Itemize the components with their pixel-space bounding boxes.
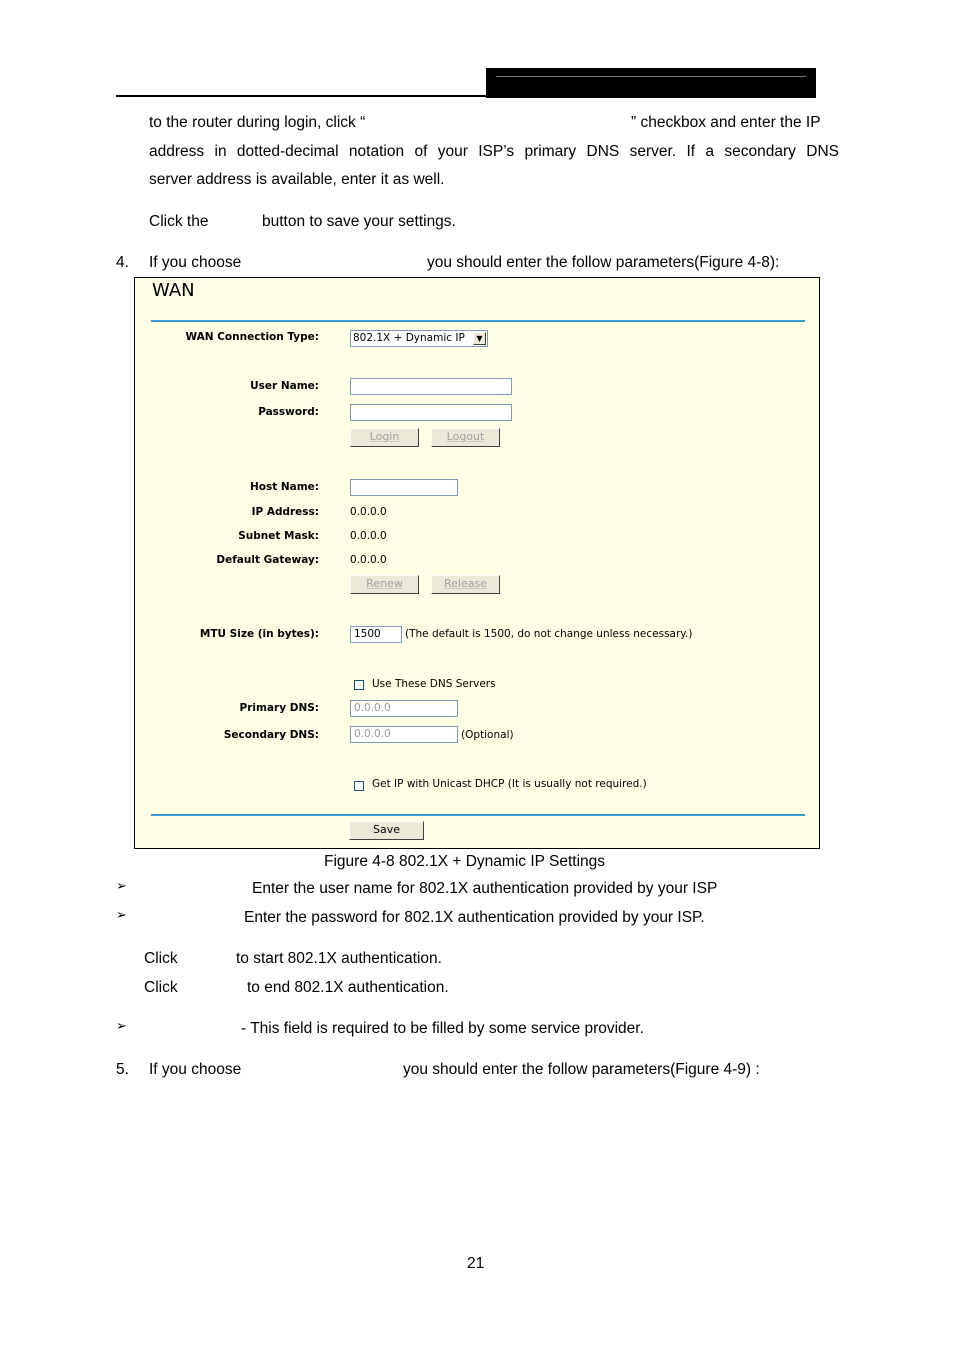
wan-connection-type-label: WAN Connection Type: xyxy=(185,331,319,343)
figure-caption: Figure 4-8 802.1X + Dynamic IP Settings xyxy=(324,853,606,870)
default-gateway-label: Default Gateway: xyxy=(216,554,319,566)
bullet-arrow-icon: ➢ xyxy=(116,879,127,894)
step4-text-a: If you choose xyxy=(149,254,242,271)
subnet-mask-label: Subnet Mask: xyxy=(238,530,319,542)
click-logout-b: to end 802.1X authentication. xyxy=(247,979,449,996)
default-gateway-value: 0.0.0.0 xyxy=(350,554,387,566)
mtu-size-label: MTU Size (in bytes): xyxy=(199,628,319,640)
intro-line1-a: to the router during login, click “ xyxy=(149,114,366,131)
ip-address-label: IP Address: xyxy=(251,506,319,518)
wan-title: WAN xyxy=(152,280,195,301)
unicast-dhcp-checkbox[interactable] xyxy=(354,781,364,791)
host-name-label: Host Name: xyxy=(249,481,319,493)
unicast-dhcp-label: Get IP with Unicast DHCP (It is usually not required.) xyxy=(372,778,647,790)
logout-button[interactable]: Logout xyxy=(431,428,500,447)
wan-connection-type-select[interactable] xyxy=(350,330,488,347)
mtu-size-input[interactable]: 1500 xyxy=(350,626,402,643)
step4-number: 4. xyxy=(116,254,129,271)
step5-text-b: you should enter the follow parameters(Figure 4-9) : xyxy=(403,1061,760,1078)
header-rule xyxy=(116,95,486,97)
click-logout-a: Click xyxy=(144,979,178,996)
click-login-b: to start 802.1X authentication. xyxy=(236,950,442,967)
step5-number: 5. xyxy=(116,1061,129,1078)
password-input[interactable] xyxy=(350,404,512,421)
intro-line1-b: ” checkbox and enter the IP xyxy=(631,114,821,131)
secondary-dns-label: Secondary DNS: xyxy=(223,729,319,741)
page-number: 21 xyxy=(467,1255,485,1272)
subnet-mask-value: 0.0.0.0 xyxy=(350,530,387,542)
chevron-down-icon[interactable]: ▼ xyxy=(473,332,486,345)
bullet-arrow-icon: ➢ xyxy=(116,908,127,923)
renew-button[interactable]: Renew xyxy=(350,575,419,594)
bottom-divider xyxy=(151,814,805,816)
bullet-host-name-text: - This field is required to be filled by some service provider. xyxy=(241,1020,644,1037)
wan-connection-type-value: 802.1X + Dynamic IP xyxy=(353,332,465,344)
user-name-label: User Name: xyxy=(250,380,319,392)
mtu-size-note: (The default is 1500, do not change unless necessary.) xyxy=(405,628,693,640)
primary-dns-input[interactable]: 0.0.0.0 xyxy=(350,700,458,717)
ip-address-value: 0.0.0.0 xyxy=(350,506,387,518)
step5-text-a: If you choose xyxy=(149,1061,242,1078)
save-note-a: Click the xyxy=(149,213,209,230)
bullet-user-name-text: Enter the user name for 802.1X authentication provided by your ISP xyxy=(252,880,718,897)
login-button[interactable]: Login xyxy=(350,428,419,447)
release-button[interactable]: Release xyxy=(431,575,500,594)
save-button[interactable]: Save xyxy=(349,821,424,840)
secondary-dns-note: (Optional) xyxy=(461,729,514,741)
click-login-a: Click xyxy=(144,950,178,967)
use-dns-servers-checkbox[interactable] xyxy=(354,680,364,690)
bullet-arrow-icon: ➢ xyxy=(116,1019,127,1034)
intro-line3: server address is available, enter it as well. xyxy=(149,171,445,188)
step4-text-b: you should enter the follow parameters(Figure 4-8): xyxy=(427,254,780,271)
host-name-input[interactable] xyxy=(350,479,458,496)
top-divider xyxy=(151,320,805,322)
intro-line2: address in dotted-decimal notation of your ISP’s primary DNS server. If a secondary DNS xyxy=(149,143,839,160)
save-note-b: button to save your settings. xyxy=(262,213,456,230)
user-name-input[interactable] xyxy=(350,378,512,395)
use-dns-servers-label: Use These DNS Servers xyxy=(372,678,496,690)
header-bar xyxy=(486,68,816,98)
wan-settings-panel xyxy=(134,277,820,849)
password-label: Password: xyxy=(258,406,319,418)
secondary-dns-input[interactable]: 0.0.0.0 xyxy=(350,726,458,743)
bullet-password-text: Enter the password for 802.1X authentication provided by your ISP. xyxy=(244,909,705,926)
primary-dns-label: Primary DNS: xyxy=(239,702,319,714)
